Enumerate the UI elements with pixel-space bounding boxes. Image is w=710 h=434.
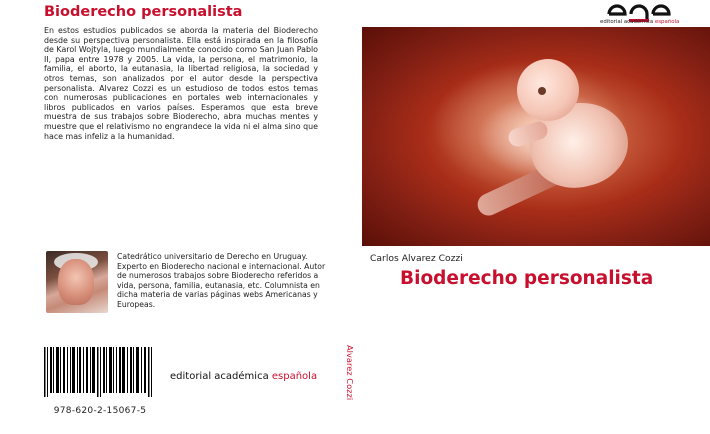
publisher-accent: española xyxy=(271,371,318,382)
author-photo xyxy=(46,251,108,313)
logo-accent: española xyxy=(654,19,680,25)
front-author: Carlos Alvarez Cozzi xyxy=(370,253,463,264)
back-cover xyxy=(0,0,342,434)
spine-author: Alvarez Cozzi xyxy=(345,345,355,401)
publisher-main: editorial académica xyxy=(170,371,272,382)
isbn-number: 978-620-2-15067-5 xyxy=(53,406,147,416)
logo-caption xyxy=(600,19,679,25)
back-publisher xyxy=(170,371,317,382)
embryo-image xyxy=(362,27,710,246)
author-photo-face xyxy=(58,259,94,305)
embryo-head xyxy=(517,59,579,121)
back-title: Bioderecho personalista xyxy=(44,4,243,20)
embryo-eye xyxy=(538,87,546,95)
author-bio: Catedrático universitario de Derecho en Uruguay. Experto en Bioderecho nacional e internacional. Autor de numerosos trabajos sobre Bioderecho referidos a vida, persona, familia, eutanasia, etc. Columnista en dicha materia de varias páginas webs Americanas y Europeas. xyxy=(117,252,326,309)
barcode xyxy=(44,347,154,397)
logo-main: editorial académica xyxy=(600,19,655,25)
front-title: Bioderecho personalista xyxy=(400,268,654,289)
back-blurb: En estos estudios publicados se aborda la materia del Bioderecho desde su perspectiva personalista. Ella está inspirada en la filosofía de Karol Wojtyla, luego mundialmente conocido como San Juan Pablo II, papa entre 1978 y 2005. La vida, la persona, el matrimonio, la familia, el aborto, la eutanasia, la libertad religiosa, la sociedad y otros temas, son analizados por el autor desde la perspectiva personalista. Alvarez Cozzi es un estudioso de todos estos temas con numerosas publicaciones en portales web internacionales y libros publicados en varios países. Esperamos que esta breve muestra de sus trabajos sobre Bioderecho, abra muchas mentes y muestre que el relativismo no engrandece la vida ni el alma sino que hace mas infeliz a la humanidad. xyxy=(44,26,318,141)
